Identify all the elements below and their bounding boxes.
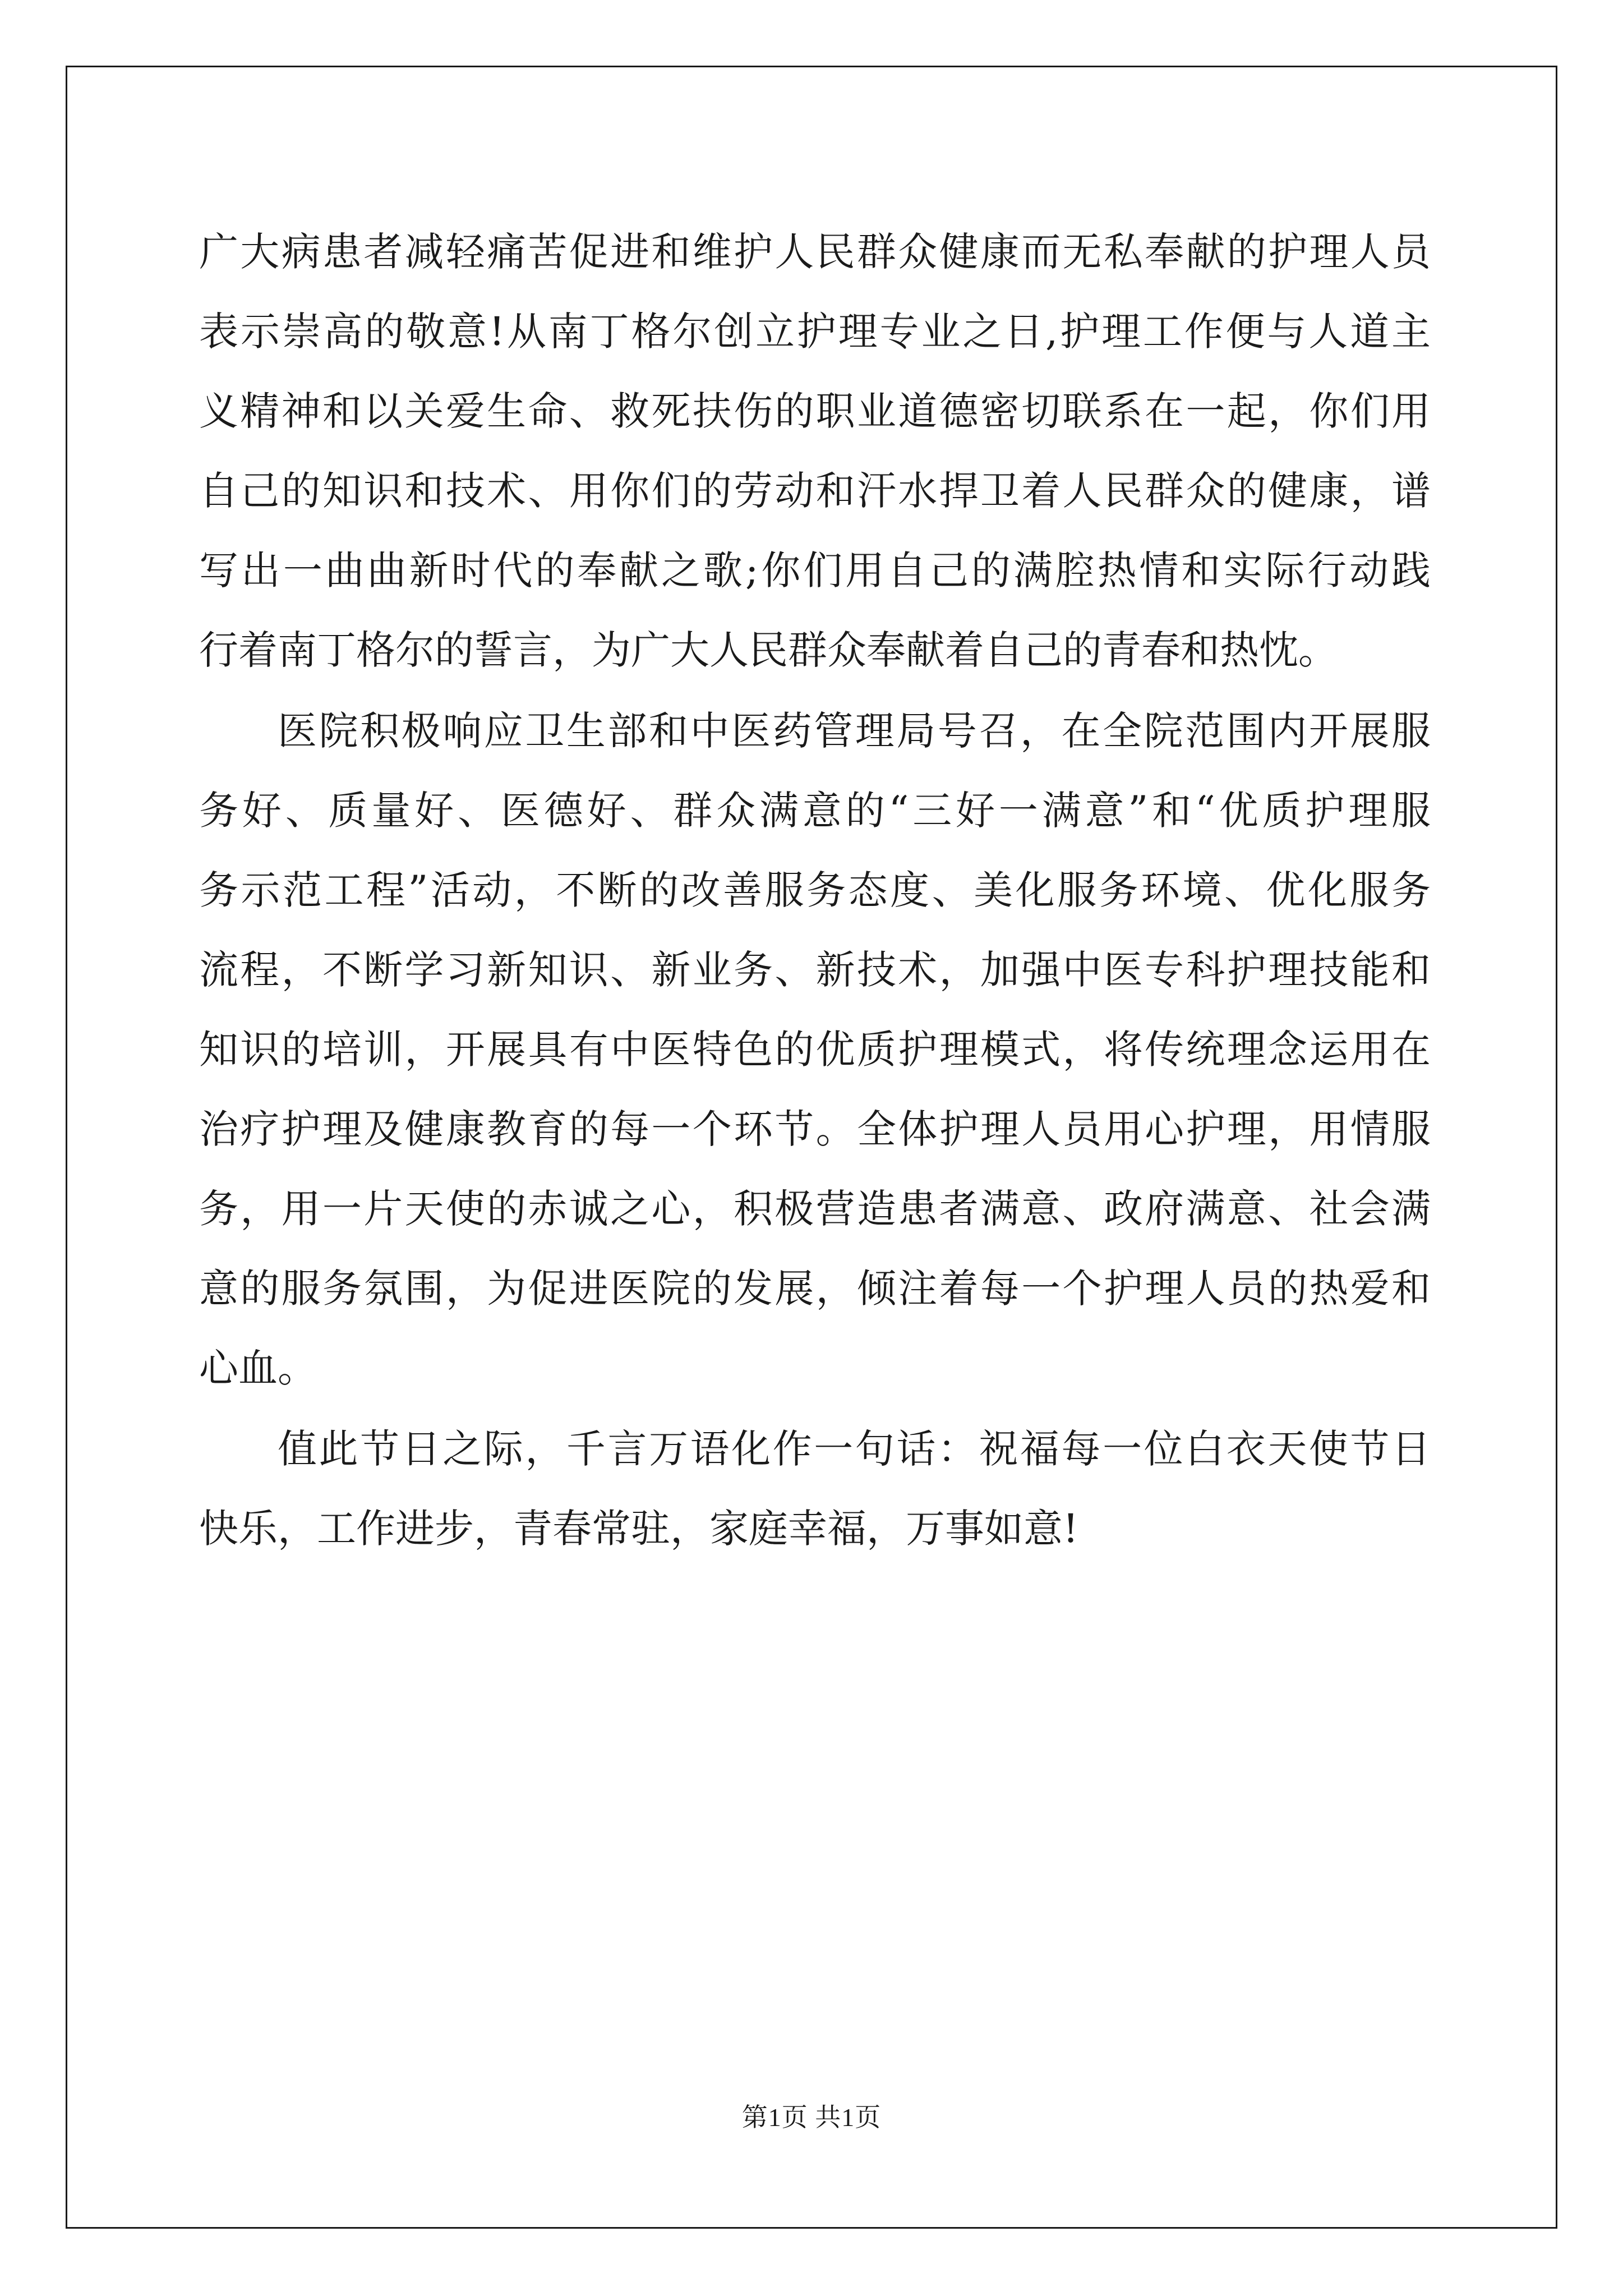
text-line: 务示范工程”活动，不断的改善服务态度、美化服务环境、优化服务 (199, 867, 1431, 913)
paragraph-1 (199, 212, 1431, 690)
text-line: 自己的知识和技术、用你们的劳动和汗水捍卫着人民群众的健康，谱 (199, 468, 1431, 514)
page-number-footer: 第1页 共1页 (741, 2103, 882, 2132)
text-line: 值此节日之际，千言万语化作一句话：祝福每一位白衣天使节日 (278, 1426, 1431, 1472)
text-line: 意的服务氛围，为促进医院的发展，倾注着每一个护理人员的热爱和 (199, 1266, 1431, 1312)
text-line: 写出一曲曲新时代的奉献之歌;你们用自己的满腔热情和实际行动践 (199, 547, 1431, 593)
paragraph-3 (199, 1409, 1431, 1568)
text-line: 治疗护理及健康教育的每一个环节。全体护理人员用心护理，用情服 (199, 1106, 1431, 1152)
text-line: 心血。 (199, 1345, 317, 1391)
text-line: 表示崇高的敬意!从南丁格尔创立护理专业之日,护理工作便与人道主 (199, 309, 1431, 355)
text-line: 医院积极响应卫生部和中医药管理局号召，在全院范围内开展服 (278, 708, 1431, 754)
text-line: 行着南丁格尔的誓言，为广大人民群众奉献着自己的青春和热忱。 (199, 627, 1338, 673)
text-line: 快乐，工作进步，青春常驻，家庭幸福，万事如意! (199, 1506, 1079, 1552)
text-line: 流程，不断学习新知识、新业务、新技术，加强中医专科护理技能和 (199, 947, 1431, 993)
text-line: 义精神和以关爱生命、救死扶伤的职业道德密切联系在一起，你们用 (199, 388, 1431, 434)
text-line: 广大病患者减轻痛苦促进和维护人民群众健康而无私奉献的护理人员 (199, 229, 1431, 275)
text-line: 务好、质量好、医德好、群众满意的“三好一满意”和“优质护理服 (199, 788, 1431, 834)
text-line: 知识的培训，开展具有中医特色的优质护理模式，将传统理念运用在 (199, 1027, 1431, 1073)
paragraph-2 (199, 691, 1431, 1408)
document-body (199, 212, 1431, 1568)
text-line: 务，用一片天使的赤诚之心，积极营造患者满意、政府满意、社会满 (199, 1186, 1431, 1232)
